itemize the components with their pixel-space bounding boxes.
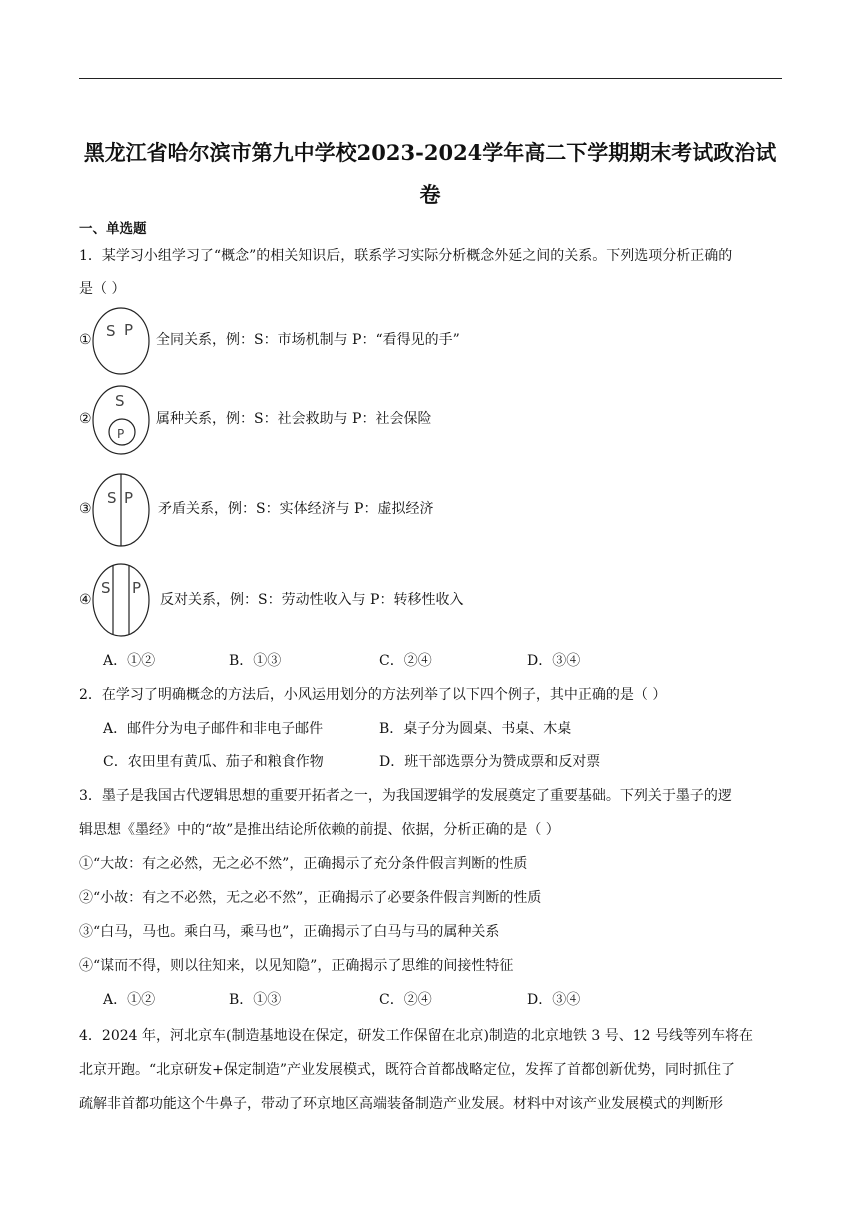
q3-option-c[interactable]: C．②④ [379, 992, 432, 1008]
q3-stem-line2: 辑思想《墨经》中的“故”是推出结论所依赖的前提、依据，分析正确的是（ ） [79, 822, 560, 838]
q1-option-c[interactable]: C．②④ [379, 653, 432, 669]
species-p-label: P [117, 427, 125, 441]
contrary-p-label: P [132, 579, 142, 597]
contradiction-s-label: S [107, 489, 117, 507]
q1-option-b[interactable]: B．①③ [229, 653, 282, 669]
contradiction-relation-diagram [91, 472, 151, 552]
identity-s-label: S [106, 322, 116, 340]
q1-option-a[interactable]: A．①② [103, 653, 156, 669]
q1-item-2-number: ② [79, 411, 92, 427]
section-heading: 一、单选题 [79, 221, 147, 237]
q3-statement-2: ②“小故：有之不必然，无之必不然”，正确揭示了必要条件假言判断的性质 [79, 890, 542, 906]
genus-species-relation-diagram [91, 384, 151, 460]
q1-item-1-text: 全同关系，例：S：市场机制与 P：“看得见的手” [156, 332, 460, 348]
q3-stem-line1: 3．墨子是我国古代逻辑思想的重要开拓者之一，为我国逻辑学的发展奠定了重要基础。下列关于墨子的逻 [79, 788, 732, 804]
identity-relation-diagram [91, 306, 151, 380]
q1-item-4-text: 反对关系，例：S：劳动性收入与 P：转移性收入 [160, 592, 464, 608]
q1-stem-line1: 1．某学习小组学习了“概念”的相关知识后，联系学习实际分析概念外延之间的关系。下列选项分析正确的 [79, 248, 733, 264]
q4-text-line2: 北京开跑。“北京研发+保定制造”产业发展模式，既符合首都战略定位，发挥了首都创新优势，同时抓住了 [79, 1062, 736, 1078]
q3-statement-3: ③“白马，马也。乘白马，乘马也”，正确揭示了白马与马的属种关系 [79, 924, 500, 940]
q4-text-line1: 4．2024 年，河北京车(制造基地设在保定，研发工作保留在北京)制造的北京地铁 3 号、12 号线等列车将在 [79, 1028, 753, 1044]
identity-ellipse [93, 308, 149, 374]
document-title: 黑龙江省哈尔滨市第九中学校2023-2024学年高二下学期期末考试政治试 [83, 140, 777, 165]
q1-option-d[interactable]: D．③④ [527, 653, 581, 669]
contradiction-p-label: P [124, 489, 134, 507]
contrary-ellipse [93, 564, 149, 636]
q3-option-b[interactable]: B．①③ [229, 992, 282, 1008]
q3-option-d[interactable]: D．③④ [527, 992, 581, 1008]
q2-option-c[interactable]: C．农田里有黄瓜、茄子和粮食作物 [103, 754, 324, 770]
q1-item-2-text: 属种关系，例：S：社会救助与 P：社会保险 [156, 411, 432, 427]
q1-item-3-number: ③ [79, 501, 92, 517]
q3-statement-1: ①“大故：有之必然，无之必不然”，正确揭示了充分条件假言判断的性质 [79, 856, 528, 872]
contrary-relation-diagram [91, 562, 151, 642]
q2-stem: 2．在学习了明确概念的方法后，小风运用划分的方法列举了以下四个例子，其中正确的是（ ） [79, 687, 667, 703]
q1-stem-line2: 是（ ） [79, 281, 126, 297]
q2-option-a[interactable]: A．邮件分为电子邮件和非电子邮件 [103, 721, 324, 737]
q1-item-3-text: 矛盾关系，例：S：实体经济与 P：虚拟经济 [158, 501, 434, 517]
q4-text-line3: 疏解非首都功能这个牛鼻子，带动了环京地区高端装备制造产业发展。材料中对该产业发展模式的判断形 [79, 1096, 723, 1112]
genus-s-label: S [115, 392, 125, 410]
document-title-line2: 卷 [419, 182, 441, 207]
header-rule [79, 78, 782, 79]
q2-option-b[interactable]: B．桌子分为圆桌、书桌、木桌 [379, 721, 572, 737]
q3-option-a[interactable]: A．①② [103, 992, 156, 1008]
identity-p-label: P [124, 321, 134, 339]
q3-statement-4: ④“谋而不得，则以往知来，以见知隐”，正确揭示了思维的间接性特征 [79, 958, 514, 974]
q2-option-d[interactable]: D．班干部选票分为赞成票和反对票 [379, 754, 601, 770]
q1-item-4-number: ④ [79, 592, 92, 608]
contrary-s-label: S [101, 579, 111, 597]
q1-item-1-number: ① [79, 332, 92, 348]
